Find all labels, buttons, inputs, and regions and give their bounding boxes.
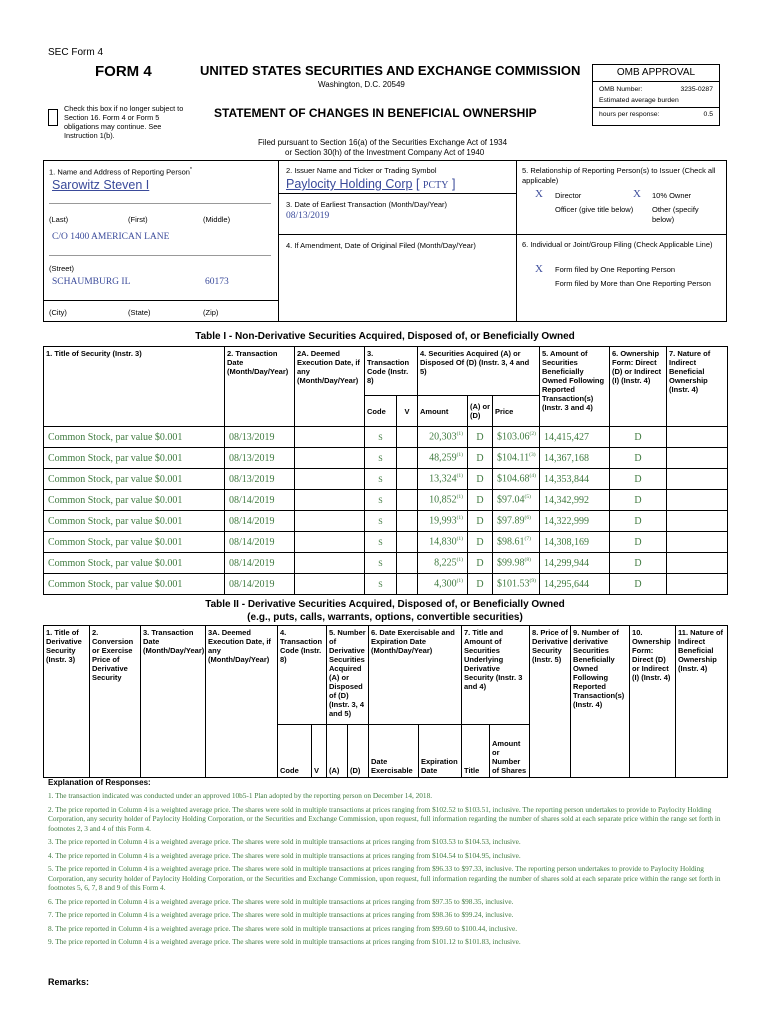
footnote-ref: (1) (456, 452, 463, 459)
amount-cell: 20,303$^{(1)}$ (418, 427, 468, 448)
issuer-value: Paylocity Holding Corp [ PCTY ] (286, 177, 456, 191)
t1-col-title: 1. Title of Security (Instr. 3) (44, 347, 225, 427)
security-cell: Common Stock, par value $0.001 (44, 427, 225, 448)
date-cell: 08/14/2019 (225, 553, 295, 574)
owned-cell: 14,295,644 (540, 574, 610, 595)
footnote-ref: (5) (524, 494, 531, 501)
ticker-symbol: PCTY (422, 180, 449, 191)
t2-col-price: 8. Price of Derivative Security (Instr. 5) (530, 626, 571, 778)
t2-sub-exercisable: Date Exercisable (369, 725, 419, 778)
date-cell: 08/14/2019 (225, 532, 295, 553)
street-label: (Street) (49, 264, 75, 273)
director-check[interactable]: X (535, 188, 543, 200)
first-label: (First) (128, 215, 148, 224)
price-cell: $99.98$^{(8)}$ (493, 553, 540, 574)
t1-col-acquired: 4. Securities Acquired (A) or Disposed Of (D) (Instr. 3, 4 and 5) (418, 347, 540, 396)
t2-col-code: 4. Transaction Code (Instr. 8) (278, 626, 327, 725)
deemed-cell (295, 511, 365, 532)
t2-col-number-owned: 9. Number of derivative Securities Beneficially Owned Following Reported Transaction(s) (Instr. 4) (571, 626, 630, 778)
omb-approval-box (592, 64, 720, 126)
price-cell: $103.06$^{(2)}$ (493, 427, 540, 448)
ten-percent-owner-check[interactable]: X (633, 188, 641, 200)
nature-cell (667, 574, 728, 595)
price-cell: $98.61$^{(7)}$ (493, 532, 540, 553)
no-longer-subject-checkbox[interactable] (48, 109, 58, 126)
amount-cell: 10,852$^{(1)}$ (418, 490, 468, 511)
officer-label: Officer (give title below) (555, 205, 634, 214)
amount-cell: 14,830$^{(1)}$ (418, 532, 468, 553)
nature-cell (667, 532, 728, 553)
code-cell: S (365, 511, 397, 532)
filed-pursuant-line1: Filed pursuant to Section 16(a) of the Securities Exchange Act of 1934 (258, 138, 508, 147)
t1-sub-code: Code (365, 396, 397, 427)
t1-col-nature: 7. Nature of Indirect Beneficial Ownership (Instr. 4) (667, 347, 728, 427)
security-cell: Common Stock, par value $0.001 (44, 574, 225, 595)
omb-hours-value: 0.5 (703, 111, 713, 118)
t2-sub-title: Title (462, 725, 490, 778)
amount-cell: 4,300$^{(1)}$ (418, 574, 468, 595)
earliest-transaction-date: 08/13/2019 (286, 211, 330, 221)
table1-title: Table I - Non-Derivative Securities Acquired, Disposed of, or Beneficially Owned (195, 331, 575, 342)
table-row (44, 574, 728, 595)
t2-col-underlying: 7. Title and Amount of Securities Underlying Derivative Security (Instr. 3 and 4) (462, 626, 530, 725)
footnote-ref: (3) (529, 452, 536, 459)
date-cell: 08/14/2019 (225, 511, 295, 532)
table-row (44, 511, 728, 532)
omb-burden-label: Estimated average burden (593, 93, 719, 108)
table-row (44, 448, 728, 469)
price-cell: $104.68$^{(4)}$ (493, 469, 540, 490)
footnote-6: 6. The price reported in Column 4 is a weighted average price. The shares were sold in multiple transactions at prices ranging from $97.35 to $98.35, inclusive. (48, 896, 514, 906)
t2-sub-code: Code (278, 725, 312, 778)
security-cell: Common Stock, par value $0.001 (44, 553, 225, 574)
price-cell: $97.89$^{(6)}$ (493, 511, 540, 532)
aord-cell: D (468, 490, 493, 511)
t2-col-date: 3. Transaction Date (Month/Day/Year) (141, 626, 206, 778)
deemed-cell (295, 469, 365, 490)
form-cell: D (610, 553, 667, 574)
t2-sub-amount: Amount or Number of Shares (490, 725, 530, 778)
code-cell: S (365, 469, 397, 490)
omb-number-value: 3235-0287 (680, 86, 713, 93)
t1-sub-price: Price (493, 396, 540, 427)
footnotes-list (48, 791, 724, 951)
t2-col-title: 1. Title of Derivative Security (Instr. 3) (44, 626, 90, 778)
code-cell: S (365, 427, 397, 448)
explanation-title: Explanation of Responses: (48, 778, 151, 787)
footnote-ref: (1) (456, 578, 463, 585)
code-cell: S (365, 553, 397, 574)
owned-cell: 14,415,427 (540, 427, 610, 448)
security-cell: Common Stock, par value $0.001 (44, 511, 225, 532)
t1-sub-amount: Amount (418, 396, 468, 427)
table-row (44, 427, 728, 448)
ten-percent-owner-label: 10% Owner (652, 191, 692, 200)
deemed-cell (295, 490, 365, 511)
footnote-1: 1. The transaction indicated was conducted under an approved 10b5-1 Plan adopted by the reporting person on December 14, 2018. (48, 791, 433, 800)
commission-title: UNITED STATES SECURITIES AND EXCHANGE COMMISSION (200, 63, 581, 78)
checkbox-instructions: Check this box if no longer subject to Section 16. Form 4 or Form 5 obligations may continue. See Instruction 1(b). (64, 104, 184, 140)
other-label: Other (specify below) (652, 205, 699, 224)
price-cell: $97.04$^{(5)}$ (493, 490, 540, 511)
zip-label: (Zip) (203, 308, 219, 317)
omb-title: OMB APPROVAL (593, 65, 719, 82)
deemed-cell (295, 448, 365, 469)
table2-title (43, 598, 727, 624)
v-cell (397, 553, 418, 574)
t2-col-number: 5. Number of Derivative Securities Acquired (A) or Disposed of (D) (Instr. 3, 4 and 5) (327, 626, 369, 725)
nature-cell (667, 511, 728, 532)
deemed-cell (295, 574, 365, 595)
table-row (44, 553, 728, 574)
aord-cell: D (468, 448, 493, 469)
footnote-8: 8. The price reported in Column 4 is a weighted average price. The shares were sold in multiple transactions at prices ranging from $99.60 to $100.44, inclusive. (48, 923, 518, 933)
owned-cell: 14,342,992 (540, 490, 610, 511)
v-cell (397, 490, 418, 511)
earliest-transaction-label: 3. Date of Earliest Transaction (Month/Day/Year) (286, 200, 448, 209)
v-cell (397, 469, 418, 490)
footnote-5: 5. The price reported in Column 4 is a weighted average price. The shares were sold in multiple transactions at prices ranging from $96.33 to $97.33, inclusive. The reporting person undertakes to provide to Paylocity Holding Corporation, any security holder of Paylocity Holding Corporation, or the Securities and Exchange Commission, upon request, full information regarding the number of shares sold at each separate price within the range set forth in footnotes 5, 6, 7, 8 and 9 of this Form 4. (48, 864, 721, 892)
security-cell: Common Stock, par value $0.001 (44, 490, 225, 511)
nature-cell (667, 490, 728, 511)
t2-sub-v: V (312, 725, 327, 778)
footnote-9: 9. The price reported in Column 4 is a weighted average price. The shares were sold in multiple transactions at prices ranging from $101.12 to $101.83, inclusive. (48, 937, 521, 946)
date-cell: 08/13/2019 (225, 448, 295, 469)
footnote-ref: (9) (529, 578, 536, 585)
code-cell: S (365, 574, 397, 595)
date-cell: 08/14/2019 (225, 490, 295, 511)
one-person-label: Form filed by One Reporting Person (555, 265, 676, 274)
v-cell (397, 532, 418, 553)
price-cell: $104.11$^{(3)}$ (493, 448, 540, 469)
reporting-person-label: 1. Name and Address of Reporting Person* (49, 167, 193, 177)
footnote-ref: (4) (529, 473, 536, 480)
table2-title-line2: (e.g., puts, calls, warrants, options, convertible securities) (247, 612, 523, 623)
form-title: FORM 4 (95, 63, 152, 80)
date-cell: 08/14/2019 (225, 574, 295, 595)
deemed-cell (295, 553, 365, 574)
nature-cell (667, 469, 728, 490)
director-label: Director (555, 191, 582, 200)
form-cell: D (610, 574, 667, 595)
t1-sub-aord: (A) or (D) (468, 396, 493, 427)
t1-col-deemed: 2A. Deemed Execution Date, if any (Month/Day/Year) (295, 347, 365, 427)
form-cell: D (610, 469, 667, 490)
t2-col-exercisable: 6. Date Exercisable and Expiration Date (Month/Day/Year) (369, 626, 462, 725)
amount-cell: 19,993$^{(1)}$ (418, 511, 468, 532)
omb-hours-label: hours per response: (599, 111, 660, 118)
footnote-ref: (1) (456, 431, 463, 438)
amendment-label: 4. If Amendment, Date of Original Filed (Month/Day/Year) (286, 241, 476, 250)
reporting-person-name-link[interactable]: Sarowitz Steven I (52, 178, 150, 192)
deemed-cell (295, 532, 365, 553)
code-cell: S (365, 490, 397, 511)
owned-cell: 14,367,168 (540, 448, 610, 469)
aord-cell: D (468, 574, 493, 595)
t1-col-form: 6. Ownership Form: Direct (D) or Indirect (I) (Instr. 4) (610, 347, 667, 427)
form-cell: D (610, 511, 667, 532)
footnote-ref: (7) (524, 536, 531, 543)
form-cell: D (610, 490, 667, 511)
commission-city: Washington, D.C. 20549 (318, 80, 405, 89)
last-label: (Last) (49, 215, 69, 224)
footnote-ref: (6) (524, 515, 531, 522)
v-cell (397, 574, 418, 595)
address-value: C/O 1400 AMERICAN LANE (52, 232, 170, 242)
footnote-ref: (1) (456, 473, 463, 480)
price-cell: $101.53$^{(9)}$ (493, 574, 540, 595)
sec-form-label: SEC Form 4 (48, 47, 104, 58)
amount-cell: 8,225$^{(1)}$ (418, 553, 468, 574)
derivative-table (43, 625, 728, 778)
footnote-3: 3. The price reported in Column 4 is a weighted average price. The shares were sold in multiple transactions at prices ranging from $103.53 to $104.53, inclusive. (48, 837, 521, 846)
t2-sub-d: (D) (348, 725, 369, 778)
middle-label: (Middle) (203, 215, 231, 224)
t1-col-owned: 5. Amount of Securities Beneficially Owned Following Reported Transaction(s) (Instr. 3 and 4) (540, 347, 610, 427)
owned-cell: 14,308,169 (540, 532, 610, 553)
t2-col-form: 10. Ownership Form: Direct (D) or Indirect (I) (Instr. 4) (630, 626, 676, 778)
form-cell: D (610, 448, 667, 469)
t2-sub-a: (A) (327, 725, 348, 778)
date-cell: 08/13/2019 (225, 469, 295, 490)
footnote-ref: (1) (456, 536, 463, 543)
nature-cell (667, 553, 728, 574)
amount-cell: 48,259$^{(1)}$ (418, 448, 468, 469)
one-person-check[interactable]: X (535, 263, 543, 275)
aord-cell: D (468, 427, 493, 448)
t2-sub-expiration: Expiration Date (419, 725, 462, 778)
footnote-4: 4. The price reported in Column 4 is a weighted average price. The shares were sold in multiple transactions at prices ranging from $104.54 to $104.95, inclusive. (48, 850, 521, 860)
relationship-label: 5. Relationship of Reporting Person(s) to Issuer (Check all applicable) (522, 166, 716, 185)
table-row (44, 490, 728, 511)
issuer-name-link[interactable]: Paylocity Holding Corp (286, 177, 413, 191)
city-label: (City) (49, 308, 67, 317)
aord-cell: D (468, 469, 493, 490)
table-row (44, 532, 728, 553)
filing-type-label: 6. Individual or Joint/Group Filing (Check Applicable Line) (522, 240, 713, 249)
date-cell: 08/13/2019 (225, 427, 295, 448)
form-cell: D (610, 532, 667, 553)
footnote-ref: (1) (456, 557, 463, 564)
aord-cell: D (468, 511, 493, 532)
aord-cell: D (468, 532, 493, 553)
footnote-ref: (1) (456, 494, 463, 501)
zip-value: 60173 (205, 277, 229, 287)
security-cell: Common Stock, par value $0.001 (44, 448, 225, 469)
owned-cell: 14,353,844 (540, 469, 610, 490)
v-cell (397, 511, 418, 532)
nature-cell (667, 427, 728, 448)
aord-cell: D (468, 553, 493, 574)
state-label: (State) (128, 308, 151, 317)
issuer-label: 2. Issuer Name and Ticker or Trading Symbol (286, 166, 437, 175)
omb-number-label: OMB Number: (599, 86, 643, 93)
t2-col-nature: 11. Nature of Indirect Beneficial Ownership (Instr. 4) (676, 626, 728, 778)
security-cell: Common Stock, par value $0.001 (44, 532, 225, 553)
city-state-value: SCHAUMBURG IL (52, 277, 131, 287)
code-cell: S (365, 532, 397, 553)
t1-col-code: 3. Transaction Code (Instr. 8) (365, 347, 418, 396)
owned-cell: 14,299,944 (540, 553, 610, 574)
v-cell (397, 448, 418, 469)
footnote-ref: (2) (529, 431, 536, 438)
footnote-7: 7. The price reported in Column 4 is a weighted average price. The shares were sold in multiple transactions at prices ranging from $98.36 to $99.24, inclusive. (48, 910, 514, 919)
footnote-2: 2. The price reported in Column 4 is a weighted average price. The shares were sold in multiple transactions at prices ranging from $102.52 to $103.51, inclusive. The reporting person undertakes to provide to Paylocity Holding Corporation, any security holder of Paylocity Holding Corporation, or the Securities and Exchange Commission, upon request, full information regarding the number of shares sold at each separate price within the range set forth in footnotes 2, 3 and 4 of this Form 4. (48, 804, 721, 833)
non-derivative-table (43, 346, 728, 595)
t1-col-date: 2. Transaction Date (Month/Day/Year) (225, 347, 295, 427)
security-cell: Common Stock, par value $0.001 (44, 469, 225, 490)
footnote-ref: (8) (524, 557, 531, 564)
deemed-cell (295, 427, 365, 448)
nature-cell (667, 448, 728, 469)
remarks-label: Remarks: (48, 977, 90, 987)
footnote-ref: (1) (456, 515, 463, 522)
v-cell (397, 427, 418, 448)
form-cell: D (610, 427, 667, 448)
table2-title-line1: Table II - Derivative Securities Acquired, Disposed of, or Beneficially Owned (205, 599, 565, 610)
amount-cell: 13,324$^{(1)}$ (418, 469, 468, 490)
t1-sub-v: V (397, 396, 418, 427)
table-row (44, 469, 728, 490)
t2-col-deemed: 3A. Deemed Execution Date, if any (Month/Day/Year) (206, 626, 278, 778)
filed-pursuant-line2: or Section 30(h) of the Investment Company Act of 1940 (285, 148, 485, 157)
owned-cell: 14,322,999 (540, 511, 610, 532)
t2-col-conversion: 2. Conversion or Exercise Price of Derivative Security (90, 626, 141, 778)
more-persons-label: Form filed by More than One Reporting Person (555, 279, 711, 288)
code-cell: S (365, 448, 397, 469)
statement-title: STATEMENT OF CHANGES IN BENEFICIAL OWNERSHIP (214, 106, 537, 120)
